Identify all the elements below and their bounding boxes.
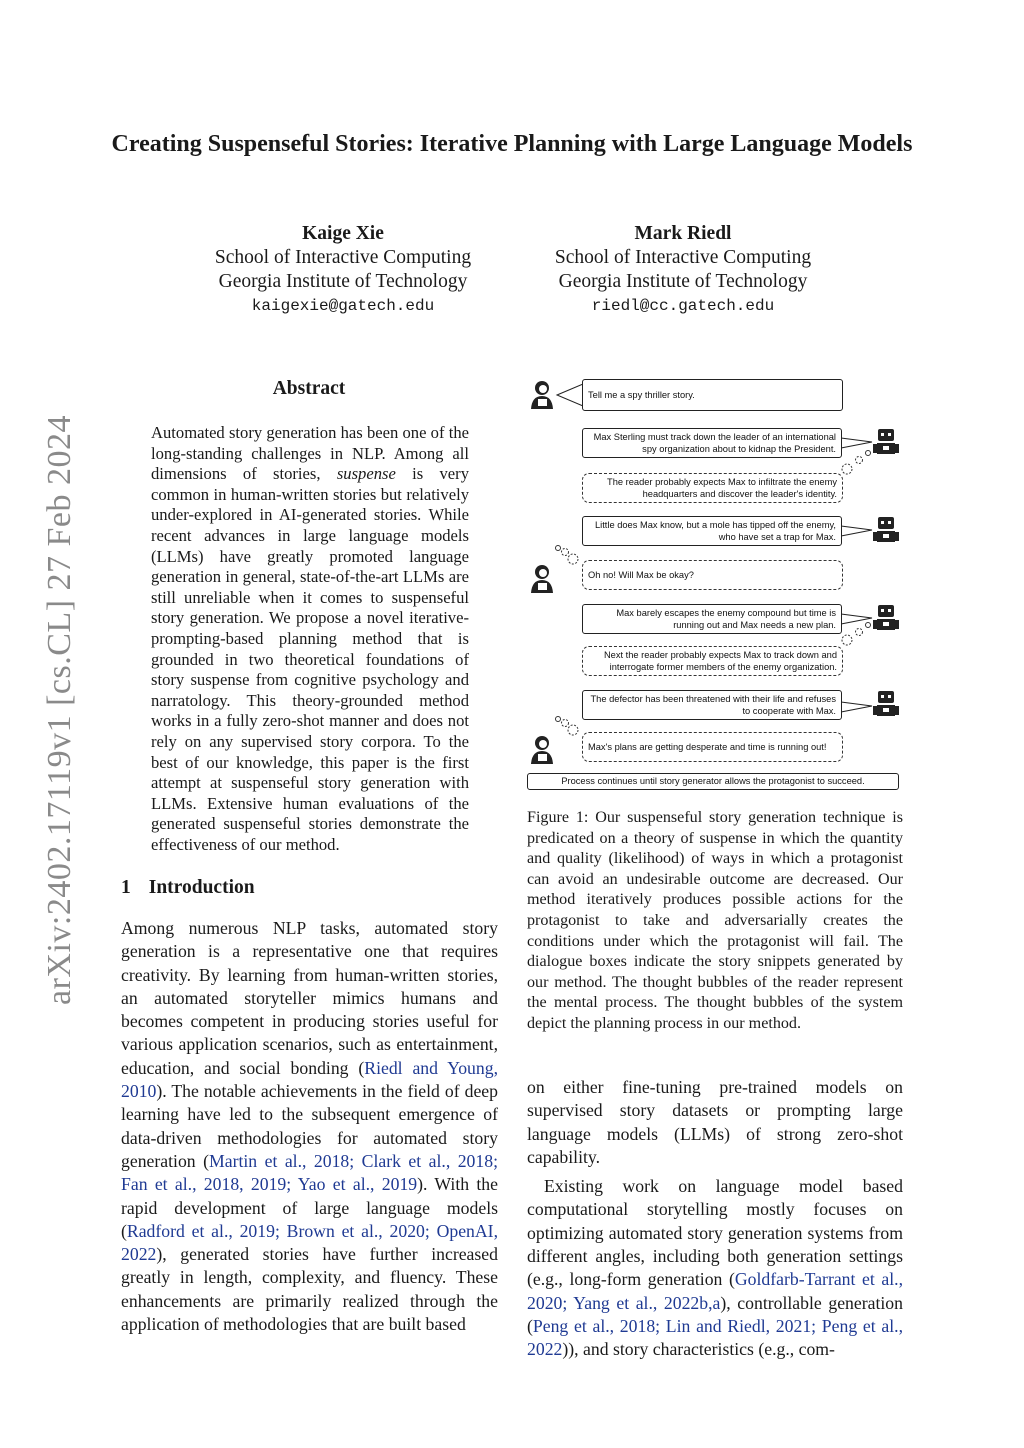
author-name: Mark Riedl [634, 223, 732, 244]
user-prompt-bubble: Tell me a spy thriller story. [582, 379, 843, 411]
author-email[interactable]: kaigexie@gatech.edu [251, 297, 435, 315]
user-avatar-icon [528, 379, 556, 409]
paragraph: on either fine-tuning pre-trained models on supervised story datasets or prompting large language models (LLMs) of strong zero-shot capability. [527, 1077, 903, 1167]
citation-link[interactable]: Martin et al., 2018; Clark et al., 2018; Fan et al., 2018, 2019; Yao et al., 2019 [121, 1150, 498, 1195]
author-department: School of Interactive Computing [554, 247, 812, 268]
abstract-italic: suspense [336, 464, 396, 484]
system-thought-bubble: The reader probably expects Max to infiltrate the enemy headquarters and discover the leader's identity. [582, 473, 843, 503]
paragraph: Existing work on language model based computational storytelling mostly focuses on optimizing automated story generation systems from different angles, including both generation settings (e.g., long-form generation (Goldfarb-Tarrant et al., 2020; Yang et al., 2022b,a), controllable generation (Peng et al., 2018; Lin and Riedl, 2021; Peng et al., 2022)), and story characteristics (e.g., com- [527, 1176, 903, 1360]
citation-link[interactable]: Riedl and Young, 2010 [121, 1057, 498, 1102]
author-name: Kaige Xie [302, 223, 384, 244]
author-institution: Georgia Institute of Technology [558, 271, 808, 292]
story-snippet-bubble: Max barely escapes the enemy compound but time is running out and Max needs a new plan. [582, 604, 842, 634]
reader-avatar-icon [528, 563, 556, 593]
arxiv-identifier: arXiv:2402.17119v1 [cs.CL] 27 Feb 2024 [41, 414, 78, 1005]
robot-avatar-icon [872, 603, 900, 633]
figure-footer-box: Process continues until story generator allows the protagonist to succeed. [527, 773, 899, 790]
system-thought-bubble: Next the reader probably expects Max to track down and interrogate former members of the enemy organization. [582, 646, 843, 676]
author-institution: Georgia Institute of Technology [218, 271, 468, 292]
citation-link[interactable]: Peng et al., 2018; Lin and Riedl, 2021; Peng et al., 2022 [527, 1315, 903, 1360]
abstract-text: Automated story generation has been one of the long-standing challenges in NLP. Among all dimensions of stories, suspense is very common in human-written stories but relatively under-explored in AI-generated stories. While recent advances in large language models (LLMs) have greatly promoted language generation in general, state-of-the-art LLMs are still unreliable when it comes to suspenseful story generation. We propose a novel iterative-prompting-based planning method that is grounded in two theoretical foundations of story suspense from cognitive psychology and narratology. This theory-grounded method works in a fully zero-shot manner and does not rely on any supervised story corpora. To the best of our knowledge, this paper is the first attempt at suspenseful story generation with LLMs. Extensive human evaluations of the generated suspenseful stories demonstrate the effectiveness of our method. [151, 423, 469, 854]
author-department: School of Interactive Computing [214, 247, 472, 268]
author-block-2 [533, 222, 833, 318]
citation-link[interactable]: Radford et al., 2019; Brown et al., 2020; OpenAI, 2022 [121, 1220, 498, 1265]
author-block-1 [193, 222, 493, 318]
figure-caption: Figure 1: Our suspenseful story generation technique is predicated on a theory of suspense in which the quantity and quality (likelihood) of ways in which a protagonist can avoid an undesirable outcome are decreased. Our method iteratively produces possible actions for the protagonist to take and adversarially creates the conditions under which the protagonist will fail. The dialogue boxes indicate the story snippets generated by our method. The thought bubbles of the reader represent the mental process. The thought bubbles of the system depict the planning process in our method. [527, 809, 903, 1032]
robot-avatar-icon [872, 427, 900, 457]
author-email[interactable]: riedl@cc.gatech.edu [591, 297, 775, 315]
figure-1 [525, 376, 905, 796]
story-snippet-bubble: Little does Max know, but a mole has tipped off the enemy, who have set a trap for Max. [582, 516, 842, 546]
reader-thought-bubble: Oh no! Will Max be okay? [582, 560, 843, 590]
story-snippet-bubble: The defector has been threatened with their life and refuses to cooperate with Max. [582, 690, 842, 720]
paper-title: Creating Suspenseful Stories: Iterative Planning with Large Language Models [111, 131, 913, 157]
reader-thought-bubble: Max's plans are getting desperate and time is running out! [582, 732, 843, 762]
reader-avatar-icon [528, 734, 556, 764]
robot-avatar-icon [872, 515, 900, 545]
intro-paragraph: Among numerous NLP tasks, automated story generation is a representative one that requires creativity. By learning from human-written stories, an automated storyteller mimics humans and becomes competent in producing stories useful for various application scenarios, such as entertainment, education, and social bonding (Riedl and Young, 2010). The notable achievements in the field of deep learning have led to the subsequent emergence of data-driven methodologies for automated story generation (Martin et al., 2018; Clark et al., 2018; Fan et al., 2018, 2019; Yao et al., 2019). With the rapid development of large language models (Radford et al., 2019; Brown et al., 2020; OpenAI, 2022), generated stories have further increased greatly in length, complexity, and fluency. These enhancements are primarily realized through the application of methodologies that are built based [121, 918, 498, 1335]
section-heading: 1 Introduction [121, 877, 255, 898]
right-column-text [527, 1076, 903, 1362]
citation-link[interactable]: Goldfarb-Tarrant et al., 2020; Yang et al., 2022b,a [527, 1269, 903, 1313]
robot-avatar-icon [872, 689, 900, 719]
abstract-heading: Abstract [272, 378, 346, 399]
story-snippet-bubble: Max Sterling must track down the leader of an international spy organization about to kidnap the President. [582, 428, 842, 458]
